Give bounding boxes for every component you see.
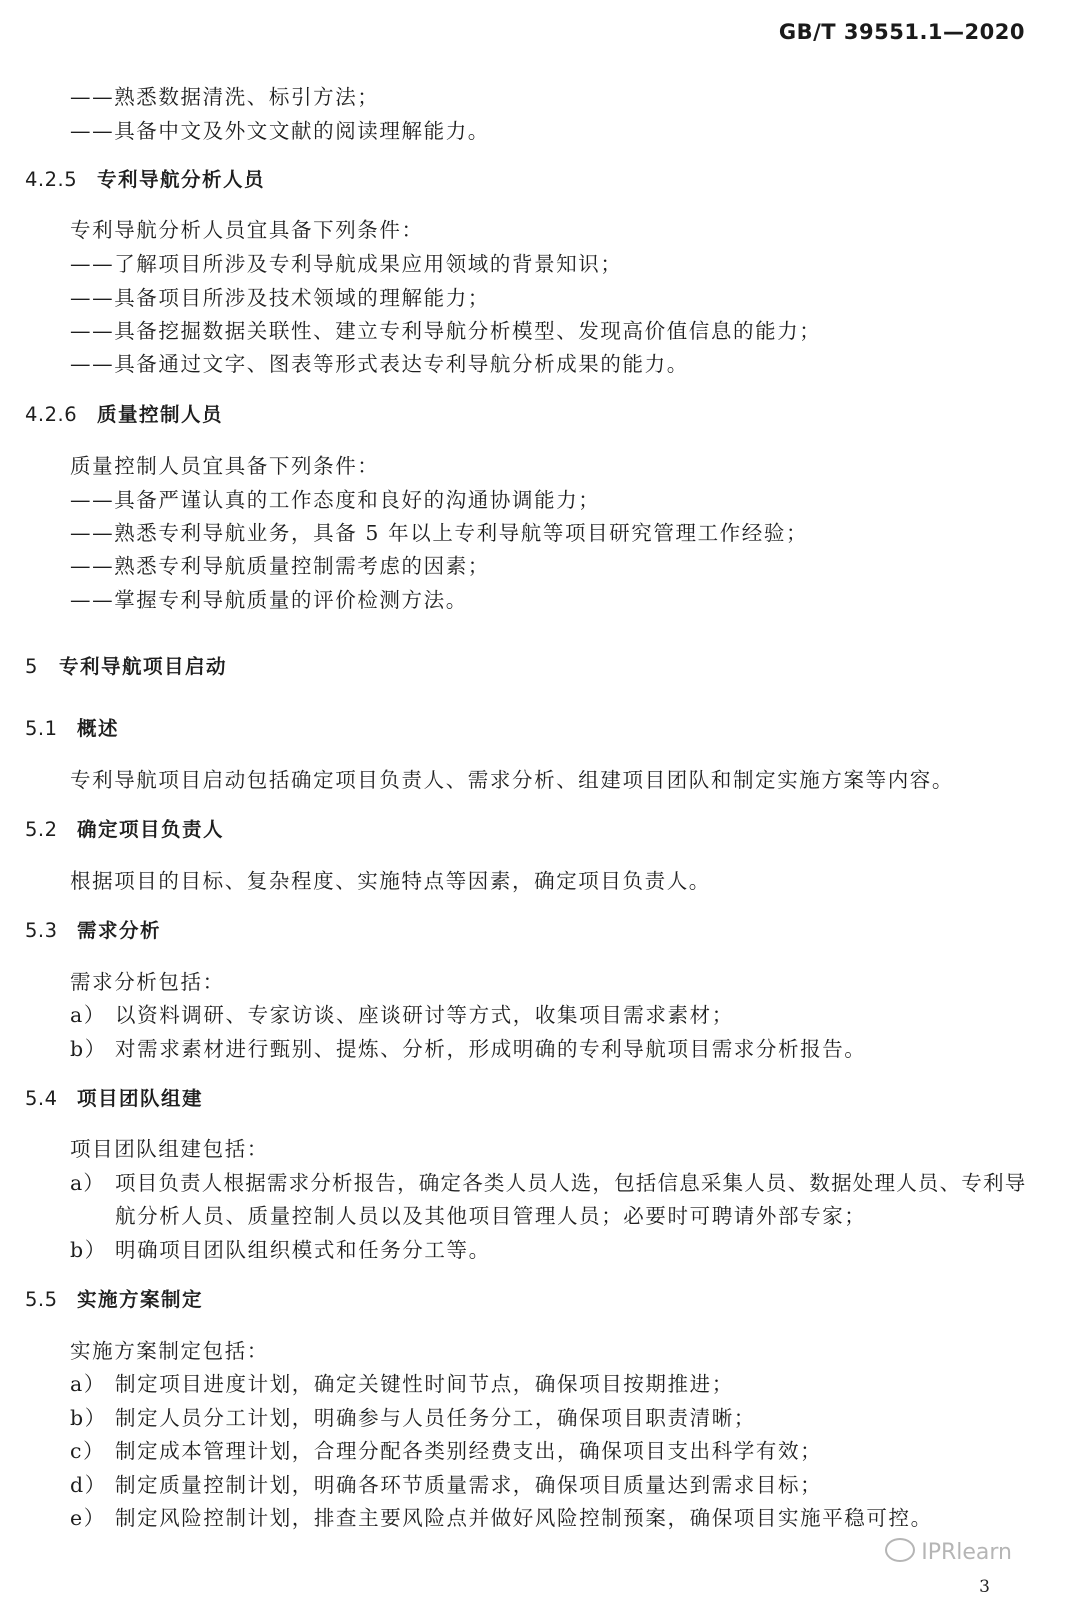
list-item xyxy=(70,1034,866,1064)
section-title: 专利导航项目启动 xyxy=(59,655,228,678)
paragraph: 专利导航项目启动包括确定项目负责人、需求分析、组建项目团队和制定实施方案等内容。 xyxy=(70,768,954,792)
section-number: 5.4 xyxy=(25,1087,58,1110)
list-item-text: 制定风险控制计划，排查主要风险点并做好风险控制预案，确保项目实施平稳可控。 xyxy=(115,1506,933,1530)
list-item xyxy=(70,1000,734,1030)
bullet-item: ——具备通过文字、图表等形式表达专利导航分析成果的能力。 xyxy=(70,352,689,376)
paragraph: 实施方案制定包括： xyxy=(70,1339,269,1363)
paragraph: 项目团队组建包括： xyxy=(70,1137,269,1161)
bullet-item: ——具备项目所涉及技术领域的理解能力； xyxy=(70,286,490,310)
section-heading-4-2-6 xyxy=(25,400,223,430)
section-number: 4.2.6 xyxy=(25,403,78,426)
list-marker: c） xyxy=(70,1439,106,1463)
bullet-item: ——具备挖掘数据关联性、建立专利导航分析模型、发现高价值信息的能力； xyxy=(70,319,822,343)
chapter-heading-5 xyxy=(25,652,227,682)
list-marker: a） xyxy=(70,1372,106,1396)
section-number: 5.5 xyxy=(25,1288,58,1311)
section-number: 4.2.5 xyxy=(25,168,78,191)
section-title: 概述 xyxy=(77,717,120,740)
section-heading-5-2 xyxy=(25,815,224,845)
list-item-text: 制定项目进度计划，确定关键性时间节点，确保项目按期推进； xyxy=(115,1372,734,1396)
bullet-item: ——熟悉专利导航质量控制需考虑的因素； xyxy=(70,554,490,578)
list-item-text: 制定质量控制计划，明确各环节质量需求，确保项目质量达到需求目标； xyxy=(115,1473,823,1497)
section-heading-5-4 xyxy=(25,1084,203,1114)
wechat-icon xyxy=(885,1538,915,1562)
bullet-item: ——具备中文及外文文献的阅读理解能力。 xyxy=(70,119,490,143)
watermark-text: IPRlearn xyxy=(921,1540,1012,1565)
list-item-text: 制定人员分工计划，明确参与人员任务分工，确保项目职责清晰； xyxy=(115,1406,756,1430)
list-marker: b） xyxy=(70,1037,107,1061)
list-item xyxy=(70,1235,491,1265)
list-marker: b） xyxy=(70,1406,107,1430)
section-heading-5-3 xyxy=(25,916,161,946)
list-item-continuation: 航分析人员、质量控制人员以及其他项目管理人员；必要时可聘请外部专家； xyxy=(115,1204,867,1228)
bullet-item: ——具备严谨认真的工作态度和良好的沟通协调能力； xyxy=(70,488,601,512)
list-item xyxy=(70,1470,822,1500)
list-item-text: 项目负责人根据需求分析报告，确定各类人员人选，包括信息采集人员、数据处理人员、专利导 xyxy=(115,1171,1027,1195)
bullet-item: ——掌握专利导航质量的评价检测方法。 xyxy=(70,588,468,612)
bullet-item: ——了解项目所涉及专利导航成果应用领域的背景知识； xyxy=(70,252,623,276)
list-marker: e） xyxy=(70,1506,106,1530)
list-marker: d） xyxy=(70,1473,107,1497)
section-number: 5.1 xyxy=(25,717,58,740)
list-item xyxy=(70,1369,734,1399)
list-item-text: 对需求素材进行甄别、提炼、分析，形成明确的专利导航项目需求分析报告。 xyxy=(115,1037,867,1061)
watermark xyxy=(885,1538,1012,1565)
list-marker: a） xyxy=(70,1171,106,1195)
section-number: 5.3 xyxy=(25,919,58,942)
section-title: 质量控制人员 xyxy=(97,403,224,426)
bullet-item: ——熟悉数据清洗、标引方法； xyxy=(70,85,380,109)
paragraph: 质量控制人员宜具备下列条件： xyxy=(70,454,380,478)
standard-code-header: GB/T 39551.1—2020 xyxy=(778,20,1025,44)
paragraph: 需求分析包括： xyxy=(70,970,225,994)
list-marker: b） xyxy=(70,1238,107,1262)
section-title: 实施方案制定 xyxy=(77,1288,204,1311)
section-title: 专利导航分析人员 xyxy=(97,168,266,191)
list-item-text: 制定成本管理计划，合理分配各类别经费支出，确保项目支出科学有效； xyxy=(115,1439,823,1463)
section-title: 项目团队组建 xyxy=(77,1087,204,1110)
section-number: 5.2 xyxy=(25,818,58,841)
list-item-text: 以资料调研、专家访谈、座谈研讨等方式，收集项目需求素材； xyxy=(115,1003,734,1027)
list-item xyxy=(70,1436,822,1466)
bullet-item: ——熟悉专利导航业务，具备 5 年以上专利导航等项目研究管理工作经验； xyxy=(70,521,809,545)
section-number: 5 xyxy=(25,655,38,678)
section-title: 需求分析 xyxy=(77,919,162,942)
list-item-text: 明确项目团队组织模式和任务分工等。 xyxy=(115,1238,491,1262)
page-number: 3 xyxy=(979,1577,990,1597)
list-marker: a） xyxy=(70,1003,106,1027)
section-heading-5-5 xyxy=(25,1285,203,1315)
section-heading-5-1 xyxy=(25,714,119,744)
paragraph: 专利导航分析人员宜具备下列条件： xyxy=(70,218,424,242)
list-item xyxy=(70,1503,933,1533)
section-title: 确定项目负责人 xyxy=(77,818,225,841)
list-item xyxy=(70,1168,1026,1198)
section-heading-4-2-5 xyxy=(25,165,265,195)
paragraph: 根据项目的目标、复杂程度、实施特点等因素，确定项目负责人。 xyxy=(70,869,711,893)
list-item xyxy=(70,1403,756,1433)
